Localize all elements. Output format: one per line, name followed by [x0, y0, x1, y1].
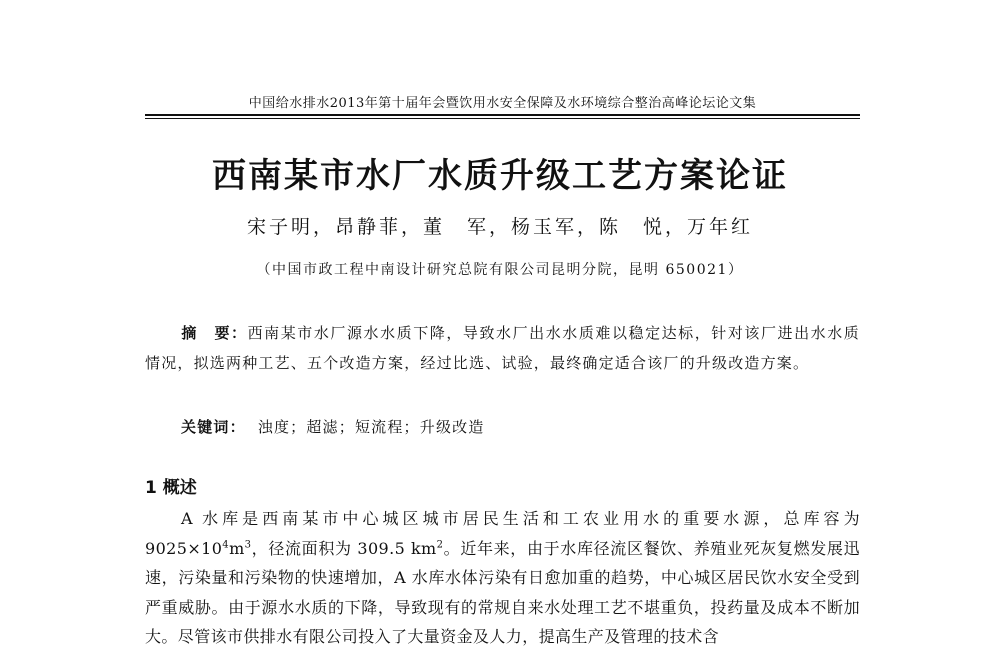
abstract-text: 西南某市水厂源水水质下降，导致水厂出水水质难以稳定达标，针对该厂进出水水质情况，拟选两种工艺、五个改造方案，经过比选、试验，最终确定适合该厂的升级改造方案。	[145, 324, 860, 372]
body-text-d: 。近年来，由于水库径流区餐饮、养殖业死灰复燃发展迅速，污染量和污染物的快速增加，A 水库水体污染有日愈加重的趋势，中心城区居民饮水安全受到严重威胁。由于源水水质的下降，导致现有的常规自来水处理工艺不堪重负，投药量及成本不断加大。尽管该市供排水有限公司投入了大量资金及人力，提高生产及管理的技术含	[145, 538, 860, 646]
header-rule	[145, 114, 860, 116]
header-rule-thin	[145, 118, 860, 119]
keywords-label: 关键词：	[181, 418, 246, 436]
body-paragraph	[145, 504, 860, 652]
exponent: 3	[244, 539, 252, 551]
keywords	[181, 412, 861, 442]
paper-title: 西南某市水厂水质升级工艺方案论证	[212, 156, 788, 196]
body-text-c: ，径流面积为 309.5 km	[251, 538, 437, 558]
section-heading: 1 概述	[145, 478, 197, 498]
keywords-text: 浊度；超滤；短流程；升级改造	[257, 418, 485, 436]
body-text-b: m	[229, 538, 245, 558]
exponent: 2	[436, 539, 444, 551]
body-text-a: A 水库是西南某市中心城区城市居民生活和工农业用水的重要水源，总库容为 9025×10	[145, 509, 860, 558]
abstract-label: 摘 要：	[181, 324, 248, 342]
affiliation: （中国市政工程中南设计研究总院有限公司昆明分院，昆明 650021）	[256, 262, 744, 278]
exponent: 4	[222, 539, 230, 551]
author-list: 宋子明，昂静菲，董 军，杨玉军，陈 悦，万年红	[246, 216, 753, 238]
abstract	[145, 318, 860, 378]
running-header: 中国给水排水2013年第十届年会暨饮用水安全保障及水环境综合整治高峰论坛论文集	[248, 96, 757, 111]
